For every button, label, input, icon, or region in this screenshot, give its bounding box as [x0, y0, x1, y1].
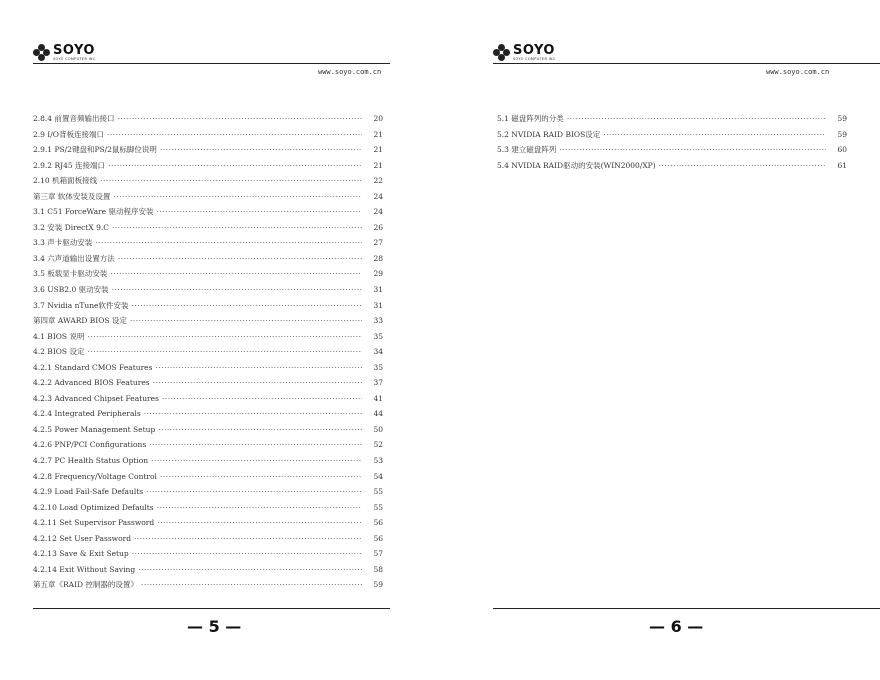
toc-entry-label: 3.2 安装 DirectX 9.C [33, 222, 109, 232]
toc-entry[interactable] [33, 515, 383, 531]
footer-rule [33, 608, 390, 609]
toc-entry-page: 59 [837, 114, 847, 123]
header-url: www.soyo.com.cn [766, 68, 830, 76]
toc-entry-label: 2.10 机箱面板接线 [33, 176, 98, 186]
soyo-logo-icon [493, 44, 511, 62]
toc-entry-page: 52 [373, 440, 383, 450]
toc-entry[interactable] [33, 546, 383, 562]
toc-entry-label: 5.2 NVIDIA RAID BIOS设定 [497, 129, 601, 139]
toc-entry-page: 41 [373, 393, 383, 403]
toc-entry-page: 34 [373, 347, 383, 357]
toc-entry[interactable] [33, 531, 383, 547]
toc-entry-page: 56 [373, 518, 383, 528]
toc-leader-dots [659, 158, 826, 173]
toc-entry-label: 4.2.7 PC Health Status Option [33, 456, 149, 466]
page-number: — 5 — [187, 617, 242, 636]
toc-entry-page: 56 [373, 533, 383, 543]
toc-leader-dots [132, 546, 362, 561]
toc-leader-dots [153, 375, 362, 390]
toc-leader-dots [107, 127, 362, 142]
toc-entry-page: 53 [373, 456, 383, 466]
toc-entry-label: 4.2.5 Power Management Setup [33, 424, 156, 434]
toc-entry-page: 26 [373, 222, 383, 232]
toc-leader-dots [567, 111, 826, 126]
toc-entry-label: 2.8.4 前置音频输出接口 [33, 114, 115, 123]
toc-entry-label: 4.2.4 Integrated Peripherals [33, 409, 141, 419]
toc-entry-page: 60 [837, 145, 847, 155]
toc-entry-page: 20 [373, 114, 383, 123]
toc-entry[interactable] [33, 142, 383, 158]
toc-leader-dots [160, 142, 362, 157]
toc-entry[interactable] [33, 577, 383, 593]
toc-entry-label: 4.2.9 Load Fail-Safe Defaults [33, 487, 144, 497]
toc-leader-dots [146, 484, 362, 499]
toc-entry[interactable] [33, 111, 383, 127]
toc-entry-label: 3.3 声卡驱动安装 [33, 238, 93, 248]
toc-leader-dots [141, 577, 362, 592]
header-url: www.soyo.com.cn [318, 68, 382, 76]
toc-leader-dots [144, 406, 362, 421]
toc-entry-label: 2.9.2 RJ45 连接端口 [33, 160, 106, 170]
toc-entry-page: 31 [373, 285, 383, 295]
toc-entry-page: 24 [373, 191, 383, 201]
right-page [440, 0, 880, 680]
toc-leader-dots [559, 142, 826, 157]
toc-entry-label: 3.6 USB2.0 驱动安装 [33, 285, 109, 295]
toc-entry-page: 44 [373, 409, 383, 419]
toc-list [497, 111, 847, 173]
toc-list [33, 111, 383, 593]
toc-leader-dots [112, 220, 362, 235]
toc-entry-page: 21 [373, 129, 383, 139]
toc-leader-dots [87, 329, 362, 344]
toc-entry-page: 54 [373, 471, 383, 481]
toc-entry-page: 27 [373, 238, 383, 248]
toc-entry[interactable] [33, 406, 383, 422]
logo-subtitle: SOYO COMPUTER INC [513, 57, 556, 61]
toc-entry-page: 57 [373, 549, 383, 559]
toc-leader-dots [95, 235, 362, 250]
toc-entry-label: 2.9 I/O背板连接端口 [33, 129, 104, 139]
footer-rule [493, 608, 880, 609]
toc-entry-page: 29 [373, 269, 383, 279]
toc-entry[interactable] [33, 329, 383, 345]
toc-entry-label: 3.1 C51 ForceWare 驱动程序安装 [33, 207, 154, 217]
toc-entry-label: 4.2.13 Save & Exit Setup [33, 549, 129, 559]
toc-entry[interactable] [33, 158, 383, 174]
toc-leader-dots [160, 469, 362, 484]
toc-entry[interactable] [497, 158, 847, 174]
toc-leader-dots [138, 562, 362, 577]
toc-entry[interactable] [33, 220, 383, 236]
toc-entry-label: 3.4 六声道输出设置方法 [33, 253, 115, 263]
toc-leader-dots [113, 189, 362, 204]
toc-leader-dots [100, 173, 362, 188]
toc-entry-page: 35 [373, 362, 383, 372]
toc-leader-dots [112, 282, 362, 297]
toc-entry-label: 4.1 BIOS 说明 [33, 331, 85, 341]
toc-leader-dots [118, 251, 362, 266]
toc-entry[interactable] [33, 266, 383, 282]
toc-entry-label: 第五章《RAID 控制器的设置》 [33, 580, 138, 590]
toc-entry-label: 5.1 磁盘阵列的分类 [497, 114, 564, 123]
toc-entry-label: 4.2.11 Set Supervisor Password [33, 518, 155, 528]
toc-leader-dots [603, 127, 826, 142]
toc-entry[interactable] [33, 437, 383, 453]
toc-entry-label: 5.4 NVIDIA RAID驱动的安装(WIN2000/XP) [497, 160, 656, 170]
toc-entry[interactable] [33, 173, 383, 189]
toc-entry[interactable] [33, 453, 383, 469]
toc-entry-page: 37 [373, 378, 383, 388]
header-rule [33, 63, 390, 64]
toc-entry[interactable] [33, 562, 383, 578]
toc-entry-label: 第四章 AWARD BIOS 设定 [33, 316, 127, 326]
toc-leader-dots [130, 313, 362, 328]
toc-leader-dots [108, 158, 362, 173]
toc-entry[interactable] [33, 469, 383, 485]
toc-entry-label: 第三章 软体安装及设置 [33, 191, 111, 201]
toc-entry-page: 22 [373, 176, 383, 186]
toc-entry[interactable] [33, 313, 383, 329]
toc-entry[interactable] [33, 127, 383, 143]
toc-entry[interactable] [33, 235, 383, 251]
toc-leader-dots [151, 453, 362, 468]
toc-entry-page: 31 [373, 300, 383, 310]
toc-entry-label: 2.9.1 PS/2键盘和PS/2鼠标脚位说明 [33, 145, 157, 155]
toc-entry[interactable] [33, 422, 383, 438]
toc-leader-dots [157, 515, 362, 530]
toc-leader-dots [87, 344, 362, 359]
toc-entry[interactable] [33, 344, 383, 360]
toc-entry-page: 33 [373, 316, 383, 326]
toc-entry-page: 21 [373, 145, 383, 155]
toc-leader-dots [132, 298, 363, 313]
toc-leader-dots [110, 266, 362, 281]
logo-text: SOYO [513, 43, 555, 58]
toc-entry-label: 4.2.14 Exit Without Saving [33, 564, 136, 574]
toc-leader-dots [156, 204, 362, 219]
toc-entry-label: 5.3 建立磁盘阵列 [497, 145, 557, 155]
toc-leader-dots [155, 360, 362, 375]
toc-entry-label: 4.2.2 Advanced BIOS Features [33, 378, 150, 388]
toc-entry[interactable] [497, 127, 847, 143]
toc-entry-page: 35 [373, 331, 383, 341]
toc-entry-page: 50 [373, 424, 383, 434]
toc-entry-page: 59 [373, 580, 383, 590]
toc-entry-page: 55 [373, 487, 383, 497]
toc-entry[interactable] [497, 142, 847, 158]
page-number: — 6 — [649, 617, 704, 636]
soyo-logo [493, 44, 556, 62]
toc-entry-label: 4.2.6 PNP/PCI Configurations [33, 440, 147, 450]
toc-entry-page: 21 [373, 160, 383, 170]
soyo-logo-icon [33, 44, 51, 62]
toc-entry-label: 4.2.3 Advanced Chipset Features [33, 393, 159, 403]
toc-entry-page: 28 [373, 253, 383, 263]
toc-entry[interactable] [497, 111, 847, 127]
toc-leader-dots [134, 531, 362, 546]
toc-entry-label: 4.2 BIOS 设定 [33, 347, 85, 357]
toc-entry-label: 4.2.10 Load Optimized Defaults [33, 502, 154, 512]
toc-entry[interactable] [33, 189, 383, 205]
logo-text: SOYO [53, 43, 95, 58]
toc-entry[interactable] [33, 282, 383, 298]
toc-leader-dots [157, 500, 362, 515]
header-rule [493, 63, 880, 64]
logo-subtitle: SOYO COMPUTER INC [53, 57, 96, 61]
toc-entry[interactable] [33, 375, 383, 391]
toc-entry[interactable] [33, 360, 383, 376]
toc-entry-label: 3.5 板载显卡驱动安装 [33, 269, 108, 279]
toc-entry[interactable] [33, 391, 383, 407]
toc-entry[interactable] [33, 298, 383, 314]
toc-entry-page: 58 [373, 564, 383, 574]
toc-entry[interactable] [33, 251, 383, 267]
toc-entry-label: 4.2.8 Frequency/Voltage Control [33, 471, 157, 481]
toc-entry[interactable] [33, 484, 383, 500]
toc-entry-label: 4.2.1 Standard CMOS Features [33, 362, 153, 372]
toc-entry[interactable] [33, 500, 383, 516]
toc-entry-page: 55 [373, 502, 383, 512]
toc-leader-dots [117, 111, 362, 126]
toc-entry-page: 61 [837, 160, 847, 170]
toc-entry-page: 24 [373, 207, 383, 217]
soyo-logo [33, 44, 96, 62]
toc-leader-dots [158, 422, 362, 437]
toc-entry[interactable] [33, 204, 383, 220]
toc-leader-dots [162, 391, 362, 406]
toc-entry-label: 4.2.12 Set User Password [33, 533, 131, 543]
toc-entry-label: 3.7 Nvidia nTune软件安装 [33, 300, 129, 310]
toc-entry-page: 59 [837, 129, 847, 139]
toc-leader-dots [149, 437, 362, 452]
